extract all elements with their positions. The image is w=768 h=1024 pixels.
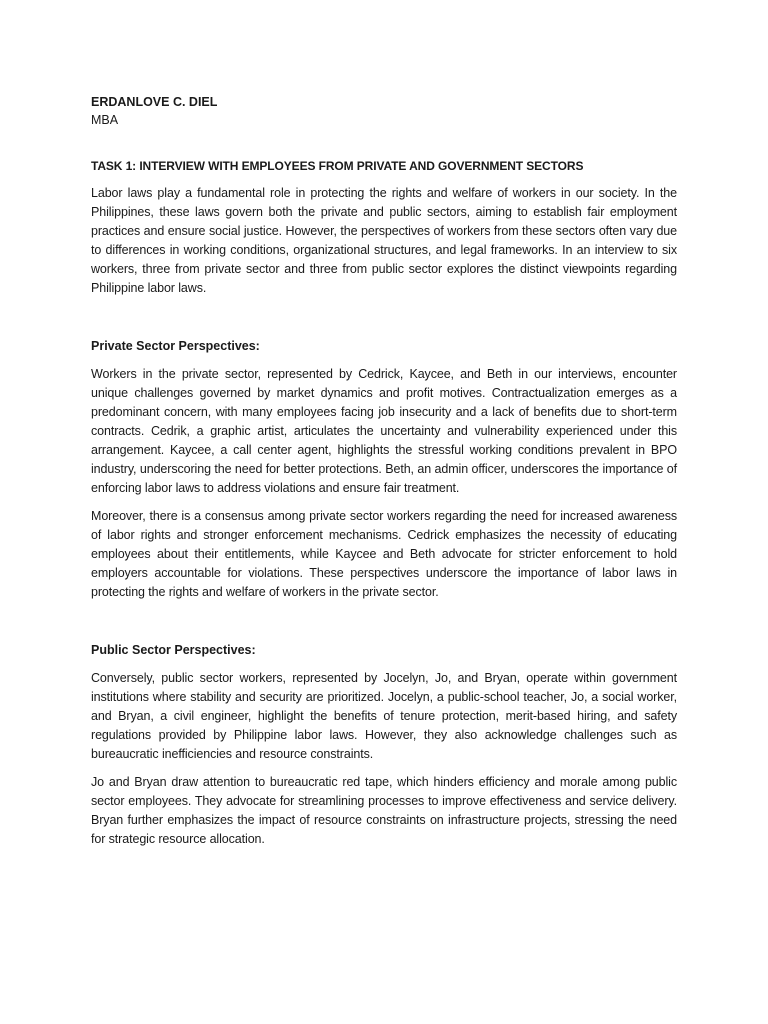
task-title: TASK 1: INTERVIEW WITH EMPLOYEES FROM PRIVATE AND GOVERNMENT SECTORS bbox=[91, 159, 584, 173]
public-sector-paragraph-2: Jo and Bryan draw attention to bureaucratic red tape, which hinders efficiency and morale among public sector employees. They advocate for streamlining processes to improve effectiveness and service delivery. Bryan further emphasizes the impact of resource constraints on infrastructure projects, stressing the need for strategic resource allocation. bbox=[91, 775, 677, 846]
public-sector-heading: Public Sector Perspectives: bbox=[91, 643, 256, 657]
intro-paragraph: Labor laws play a fundamental role in protecting the rights and welfare of workers in our society. In the Philippines, these laws govern both the private and public sectors, aiming to establish fair employment practices and ensure social justice. However, the perspectives of workers from these sectors often vary due to differences in working conditions, organizational structures, and legal frameworks. In an interview to six workers, three from private sector and three from public sector explores the distinct viewpoints regarding Philippine labor laws. bbox=[91, 186, 677, 295]
author-degree: MBA bbox=[91, 113, 119, 127]
section-spacer bbox=[91, 611, 677, 641]
document-page bbox=[91, 93, 677, 858]
private-sector-heading: Private Sector Perspectives: bbox=[91, 339, 260, 353]
author-name: ERDANLOVE C. DIEL bbox=[91, 95, 218, 109]
public-sector-section bbox=[91, 641, 677, 849]
private-sector-section bbox=[91, 337, 677, 602]
private-sector-paragraph-1: Workers in the private sector, represented by Cedrick, Kaycee, and Beth in our interviews, encounter unique challenges governed by market dynamics and profit motives. Contractualization emerges as a predominant concern, with many employees facing job insecurity and a lack of benefits due to short-term contracts. Cedrik, a graphic artist, articulates the uncertainty and vulnerability experienced under this arrangement. Kaycee, a call center agent, highlights the stressful working conditions prevalent in BPO industry, underscoring the need for better protections. Beth, an admin officer, underscores the importance of enforcing labor laws to address violations and ensure fair treatment. bbox=[91, 367, 677, 495]
private-sector-paragraph-2: Moreover, there is a consensus among private sector workers regarding the need for increased awareness of labor rights and stronger enforcement mechanisms. Cedrick emphasizes the necessity of educating employees about their entitlements, while Kaycee and Beth advocate for stricter enforcement to hold employers accountable for violations. These perspectives underscore the importance of labor laws in protecting the rights and welfare of workers in the private sector. bbox=[91, 509, 677, 599]
public-sector-paragraph-1: Conversely, public sector workers, represented by Jocelyn, Jo, and Bryan, operate within government institutions where stability and security are prioritized. Jocelyn, a public-school teacher, Jo, a social worker, and Bryan, a civil engineer, highlight the benefits of tenure protection, merit-based hiring, and safety regulations provided by Philippine labor laws. However, they also acknowledge challenges such as bureaucratic inefficiencies and resource constraints. bbox=[91, 671, 677, 761]
section-spacer bbox=[91, 307, 677, 337]
